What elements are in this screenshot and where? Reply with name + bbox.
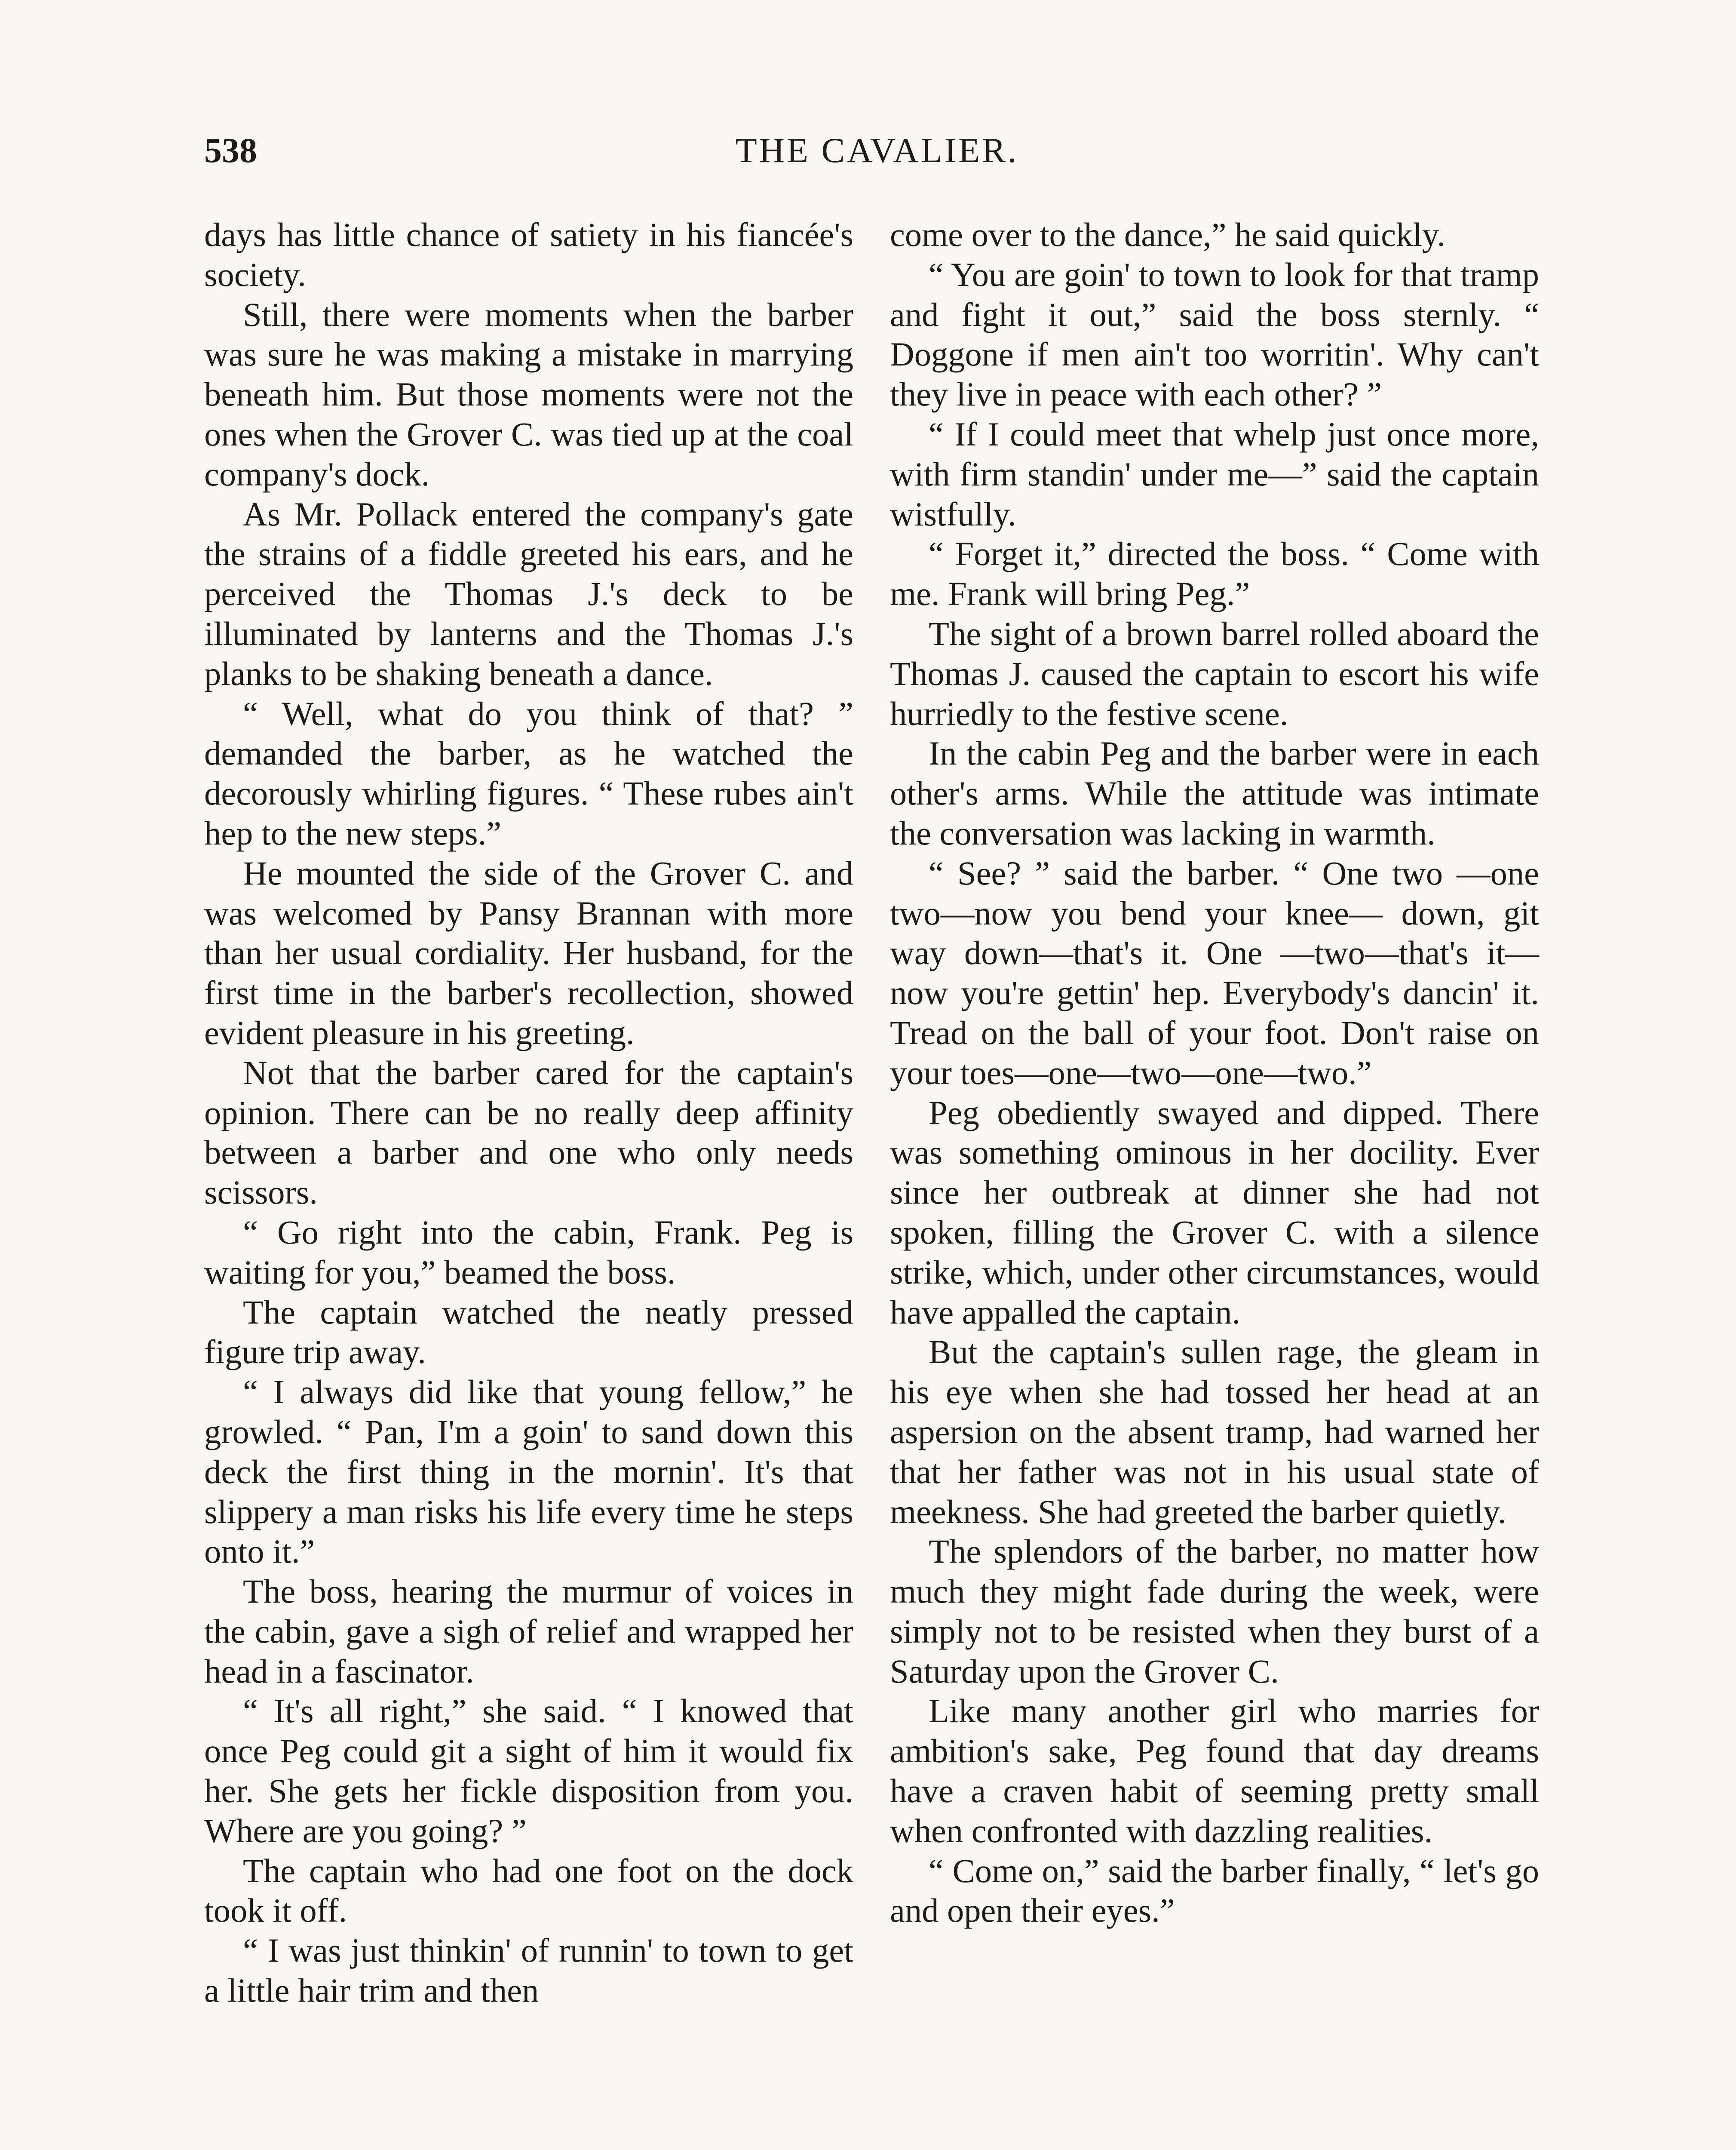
paragraph: Like many another girl who marries for ambition's sake, Peg found that day dreams have a craven habit of seeming pretty small when confronted with dazzling realities. [890, 1692, 1539, 1849]
paragraph: “ Well, what do you think of that? ” demanded the barber, as he watched the decorously whirling figures. “ These rubes ain't hep to the new steps.” [204, 694, 853, 852]
paragraph: The captain watched the neatly pressed figure trip away. [204, 1293, 853, 1371]
paragraph: “ Forget it,” directed the boss. “ Come with me. Frank will bring Peg.” [890, 535, 1539, 613]
paragraph: The sight of a brown barrel rolled aboard the Thomas J. caused the captain to escort his wife hurriedly to the festive scene. [890, 614, 1539, 732]
paragraph: “ See? ” said the barber. “ One two —one two—now you bend your knee— down, git way down—that's it. One —two—that's it—now you're gettin' hep. Everybody's dancin' it. Tread on the ball of your foot. Don't raise on your toes—one—two—one—two.” [890, 854, 1539, 1091]
paragraph: In the cabin Peg and the barber were in each other's arms. While the attitude was intimate the conversation was lacking in warmth. [890, 734, 1539, 852]
page-header [204, 125, 1550, 185]
paragraph: The captain who had one foot on the dock took it off. [204, 1852, 853, 1929]
paragraph: But the captain's sullen rage, the gleam in his eye when she had tossed her head at an aspersion on the absent tramp, had warned her that her father was not in his usual state of meekness. She had greeted the barber quietly. [890, 1333, 1539, 1530]
running-title: THE CAVALIER. [735, 131, 1019, 170]
paragraph: “ I was just thinkin' of runnin' to town to get a little hair trim and then [204, 1932, 853, 2009]
page-number: 538 [204, 131, 257, 170]
paragraph: The boss, hearing the murmur of voices in the cabin, gave a sigh of relief and wrapped her head in a fascinator. [204, 1573, 853, 1690]
left-column [204, 215, 853, 2011]
paragraph: Still, there were moments when the barber was sure he was making a mistake in marrying beneath him. But those moments were not the ones when the Grover C. was tied up at the coal company's dock. [204, 295, 853, 493]
paragraph: days has little chance of satiety in his fiancée's society. [204, 216, 853, 293]
paragraph: “ Go right into the cabin, Frank. Peg is waiting for you,” beamed the boss. [204, 1213, 853, 1291]
paragraph: As Mr. Pollack entered the company's gate the strains of a fiddle greeted his ears, and he perceived the Thomas J.'s deck to be illuminated by lanterns and the Thomas J.'s planks to be shaking beneath a dance. [204, 495, 853, 692]
paragraph: “ You are goin' to town to look for that tramp and fight it out,” said the boss sternly. “ Doggone if men ain't too worritin'. Why can't they live in peace with each other? ” [890, 255, 1539, 413]
paragraph: “ Come on,” said the barber finally, “ let's go and open their eyes.” [890, 1852, 1539, 1929]
paragraph: “ I always did like that young fellow,” he growled. “ Pan, I'm a goin' to sand down this deck the first thing in the mornin'. It's that slippery a man risks his life every time he steps onto it.” [204, 1373, 853, 1570]
paragraph: Peg obediently swayed and dipped. There was something ominous in her docility. Ever since her outbreak at dinner she had not spoken, filling the Grover C. with a silence strike, which, under other circumstances, would have appalled the captain. [890, 1093, 1539, 1331]
paragraph: come over to the dance,” he said quickly. [890, 216, 1445, 253]
paragraph: “ It's all right,” she said. “ I knowed that once Peg could git a sight of him it would fix her. She gets her fickle disposition from you. Where are you going? ” [204, 1692, 853, 1849]
right-column [890, 215, 1539, 1931]
paragraph: “ If I could meet that whelp just once more, with firm standin' under me—” said the captain wistfully. [890, 415, 1539, 533]
paragraph: The splendors of the barber, no matter how much they might fade during the week, were simply not to be resisted when they burst of a Saturday upon the Grover C. [890, 1533, 1539, 1690]
paragraph: Not that the barber cared for the captain's opinion. There can be no really deep affinity between a barber and one who only needs scissors. [204, 1054, 853, 1211]
paragraph: He mounted the side of the Grover C. and was welcomed by Pansy Brannan with more than her usual cordiality. Her husband, for the first time in the barber's recollection, showed evident pleasure in his greeting. [204, 854, 853, 1051]
